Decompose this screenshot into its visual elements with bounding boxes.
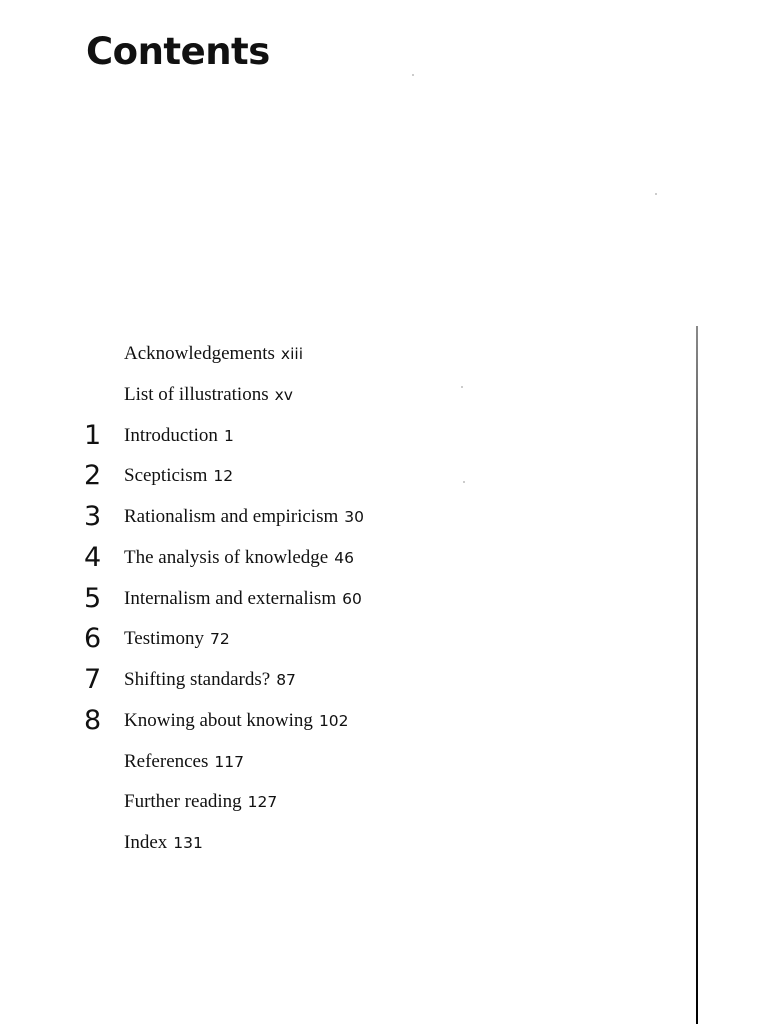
toc-entry-line bbox=[124, 587, 362, 612]
page-title: Contents bbox=[86, 30, 270, 73]
toc-entry-chapter-2 bbox=[0, 456, 600, 497]
toc-entry-line bbox=[124, 383, 293, 408]
entry-page-number: 60 bbox=[342, 589, 362, 608]
scan-speck bbox=[461, 386, 463, 388]
entry-page-number: 131 bbox=[173, 834, 203, 852]
toc-entry-line bbox=[124, 342, 303, 367]
entry-page-number: 46 bbox=[334, 548, 354, 567]
entry-page-number: 1 bbox=[223, 426, 234, 445]
toc-entry-chapter-6 bbox=[0, 619, 600, 660]
entry-title: Shifting standards? bbox=[124, 669, 271, 690]
scan-speck bbox=[655, 193, 657, 195]
toc-entry-chapter-5 bbox=[0, 579, 600, 620]
entry-title: The analysis of knowledge bbox=[124, 546, 329, 568]
toc-entry-chapter-4 bbox=[0, 538, 600, 579]
chapter-number: 1 bbox=[84, 419, 102, 451]
chapter-number: 4 bbox=[84, 541, 102, 573]
entry-title: Knowing about knowing bbox=[124, 709, 313, 731]
chapter-number: 3 bbox=[84, 501, 102, 532]
chapter-number: 6 bbox=[84, 623, 102, 655]
table-of-contents bbox=[0, 334, 600, 864]
toc-entry-line bbox=[124, 546, 354, 571]
entry-title: Internalism and externalism bbox=[124, 587, 337, 609]
toc-entry-line bbox=[124, 668, 296, 693]
entry-title: Introduction bbox=[124, 424, 218, 446]
toc-entry-line bbox=[124, 790, 277, 815]
toc-entry-line bbox=[124, 709, 349, 734]
chapter-number: 8 bbox=[84, 704, 102, 736]
toc-entry-index bbox=[0, 823, 600, 864]
entry-page-number: 30 bbox=[344, 508, 364, 526]
entry-page-number: 87 bbox=[276, 671, 296, 689]
toc-entry-line bbox=[124, 464, 233, 489]
page-edge-rule bbox=[696, 326, 698, 1024]
toc-entry-list-of-illustrations bbox=[0, 375, 600, 416]
toc-entry-references bbox=[0, 742, 600, 783]
toc-entry-chapter-1 bbox=[0, 416, 600, 457]
toc-entry-line bbox=[124, 750, 244, 775]
toc-entry-chapter-8 bbox=[0, 701, 600, 742]
entry-page-number: xv bbox=[274, 385, 293, 404]
scan-speck bbox=[463, 481, 465, 483]
entry-title: Further reading bbox=[124, 791, 242, 813]
toc-entry-further-reading bbox=[0, 782, 600, 823]
entry-page-number: 12 bbox=[213, 467, 234, 486]
entry-page-number: 72 bbox=[209, 630, 230, 649]
entry-title: Testimony bbox=[124, 628, 204, 650]
entry-title: Rationalism and empiricism bbox=[124, 506, 339, 527]
entry-title: Acknowledgements bbox=[124, 343, 275, 364]
chapter-number: 7 bbox=[84, 664, 102, 695]
toc-entry-chapter-7 bbox=[0, 660, 600, 701]
toc-entry-chapter-3 bbox=[0, 497, 600, 538]
toc-entry-acknowledgements bbox=[0, 334, 600, 375]
entry-page-number: 117 bbox=[214, 752, 244, 771]
toc-entry-line bbox=[124, 505, 364, 530]
entry-title: List of illustrations bbox=[124, 383, 269, 405]
toc-entry-line bbox=[124, 831, 203, 856]
chapter-number: 5 bbox=[84, 582, 102, 614]
entry-page-number: 102 bbox=[318, 711, 349, 730]
entry-title: References bbox=[124, 750, 209, 772]
entry-title: Scepticism bbox=[124, 465, 208, 487]
chapter-number: 2 bbox=[84, 460, 102, 492]
toc-entry-line bbox=[124, 424, 234, 449]
entry-title: Index bbox=[124, 832, 168, 853]
toc-entry-line bbox=[124, 627, 230, 652]
scan-speck bbox=[412, 74, 414, 76]
entry-page-number: 127 bbox=[247, 793, 278, 812]
entry-page-number: xiii bbox=[280, 345, 303, 363]
